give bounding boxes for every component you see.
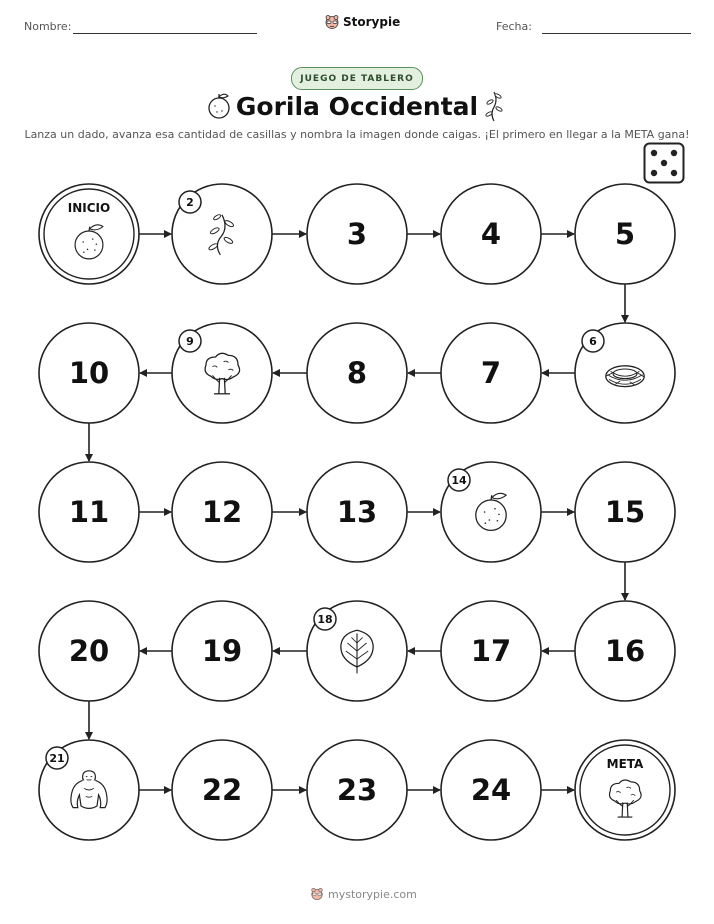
board-space-19[interactable] <box>172 601 272 701</box>
space-number: 22 <box>201 773 243 807</box>
space-number: 18 <box>317 613 333 626</box>
board-space-1[interactable] <box>39 184 139 284</box>
start-label: INICIO <box>67 201 111 215</box>
board-space-6[interactable] <box>575 323 675 423</box>
footer-url[interactable]: mystorypie.com <box>328 887 417 901</box>
board-space-13[interactable] <box>307 462 407 562</box>
board-space-11[interactable] <box>39 462 139 562</box>
board-space-2[interactable] <box>172 184 272 284</box>
board-space-3[interactable] <box>307 184 407 284</box>
space-number: 19 <box>201 634 243 668</box>
space-number: 23 <box>336 773 378 807</box>
board-space-4[interactable] <box>441 184 541 284</box>
board-space-21[interactable] <box>39 740 139 840</box>
brand-name: Storypie <box>343 15 401 29</box>
space-number: 21 <box>49 752 65 765</box>
instructions-text: Lanza un dado, avanza esa cantidad de casillas y nombra la imagen donde caigas. ¡El primero en llegar a la META gana! <box>24 128 690 141</box>
board-space-18[interactable] <box>307 601 407 701</box>
game-type-badge: JUEGO DE TABLERO <box>291 67 423 90</box>
space-number: 16 <box>604 634 646 668</box>
board-space-10[interactable] <box>39 323 139 423</box>
nest-icon <box>606 366 644 387</box>
space-number: 12 <box>201 495 243 529</box>
space-number: 2 <box>186 196 194 209</box>
page-title: Gorila Occidental <box>235 92 479 121</box>
space-number: 17 <box>470 634 512 668</box>
footer <box>310 887 417 901</box>
board-space-25[interactable] <box>575 740 675 840</box>
space-number: 3 <box>346 217 368 251</box>
board-space-12[interactable] <box>172 462 272 562</box>
space-number: 9 <box>186 335 194 348</box>
space-number: 14 <box>451 474 467 487</box>
board-space-20[interactable] <box>39 601 139 701</box>
board-space-9[interactable] <box>172 323 272 423</box>
space-number: 4 <box>480 217 502 251</box>
space-number: 10 <box>68 356 110 390</box>
space-number: 6 <box>589 335 597 348</box>
board-space-8[interactable] <box>307 323 407 423</box>
space-number: 13 <box>336 495 378 529</box>
space-number: 5 <box>614 217 636 251</box>
board-space-16[interactable] <box>575 601 675 701</box>
board-space-23[interactable] <box>307 740 407 840</box>
space-number: 20 <box>68 634 110 668</box>
board-space-15[interactable] <box>575 462 675 562</box>
board-space-17[interactable] <box>441 601 541 701</box>
board-space-5[interactable] <box>575 184 675 284</box>
board-space-22[interactable] <box>172 740 272 840</box>
space-number: 11 <box>68 495 110 529</box>
space-number: 24 <box>470 773 512 807</box>
board-space-24[interactable] <box>441 740 541 840</box>
space-number: 8 <box>346 356 368 390</box>
goal-label: META <box>606 757 644 771</box>
board-space-14[interactable] <box>441 462 541 562</box>
name-label: Nombre: <box>24 20 72 33</box>
board-space-7[interactable] <box>441 323 541 423</box>
spaces-layer <box>39 184 675 840</box>
storypie-logo-icon <box>310 887 324 901</box>
space-number: 15 <box>604 495 646 529</box>
space-number: 7 <box>480 356 502 390</box>
date-label: Fecha: <box>496 20 532 33</box>
